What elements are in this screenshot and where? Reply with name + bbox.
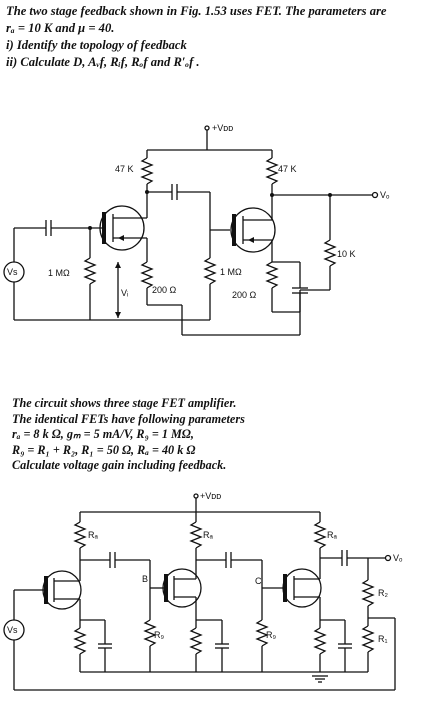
circuit1-diagram: [0, 0, 424, 340]
problem2-line: R₉ = R₁ + R₂, R₁ = 50 Ω, Rₐ = 40 k Ω: [12, 442, 196, 457]
circuit2-diagram: [0, 480, 424, 702]
problem1-line: The two stage feedback shown in Fig. 1.53 uses FET. The parameters are: [6, 4, 387, 18]
rd-c-label: Rₐ: [327, 530, 337, 540]
node-b-label: B: [142, 574, 149, 584]
resistor-rd2: [267, 158, 277, 184]
rd-a-label: Rₐ: [88, 530, 98, 540]
resistor-rs1: [142, 262, 152, 288]
resistor-rs-b: [191, 628, 201, 654]
resistor-rd-a: [75, 522, 85, 548]
fet-a-symbol: [43, 571, 81, 609]
rs2-label: 200 Ω: [232, 290, 257, 300]
fet1-symbol: [100, 206, 144, 250]
node-c-label: C: [255, 576, 262, 586]
resistor-rd-c: [315, 522, 325, 548]
resistor-rd-b: [191, 522, 201, 548]
rg-b-label: R₉: [154, 630, 165, 640]
resistor-rg1: [85, 258, 95, 284]
rg1-label: 1 MΩ: [48, 268, 70, 278]
resistor-rg2: [205, 258, 215, 284]
fet2-symbol: [231, 208, 275, 252]
r2-label: R₂: [378, 588, 388, 598]
fet-b-symbol: [163, 569, 201, 607]
vdd-label: +Vᴅᴅ: [212, 123, 234, 133]
vs-label: Vs: [7, 267, 18, 277]
resistor-rs-a: [75, 628, 85, 654]
vi-label: Vᵢ: [121, 288, 129, 298]
vo-label-2: Vₒ: [393, 553, 403, 563]
rg2-label: 1 MΩ: [220, 267, 242, 277]
rl-label: 10 K: [337, 249, 356, 259]
problem2-line: rₐ = 8 k Ω, gₘ = 5 mA/V, R₉ = 1 MΩ,: [12, 427, 194, 441]
resistor-rd1: [142, 158, 152, 184]
vo-label: Vₒ: [380, 190, 390, 200]
r1-label: R₁: [378, 634, 388, 644]
resistor-r1: [363, 626, 373, 652]
problem2-text: [12, 396, 416, 474]
resistor-r2: [363, 580, 373, 606]
fet-c-symbol: [283, 569, 321, 607]
rg-c-label: R₉: [266, 630, 277, 640]
problem1-line: ii) Calculate D, Aᵥf, Rᵢf, Rₒf and R′ₒf .: [6, 55, 200, 69]
resistor-rs2: [267, 262, 277, 288]
resistor-rs-c: [315, 628, 325, 654]
problem1-line: rₐ = 10 K and μ = 40.: [6, 21, 115, 35]
rd2-label: 47 K: [278, 164, 297, 174]
problem2-line: The circuit shows three stage FET amplifier.: [12, 396, 237, 410]
rs1-label: 200 Ω: [152, 285, 177, 295]
rd1-label: 47 K: [115, 164, 134, 174]
vs-label-2: Vs: [7, 625, 18, 635]
rd-b-label: Rₐ: [203, 530, 213, 540]
vdd-label-2: +Vᴅᴅ: [200, 491, 222, 501]
problem2-line: Calculate voltage gain including feedback.: [12, 458, 227, 472]
problem2-line: The identical FETs have following parameters: [12, 411, 245, 426]
problem1-line: i) Identify the topology of feedback: [6, 38, 187, 52]
resistor-rl: [325, 240, 335, 266]
